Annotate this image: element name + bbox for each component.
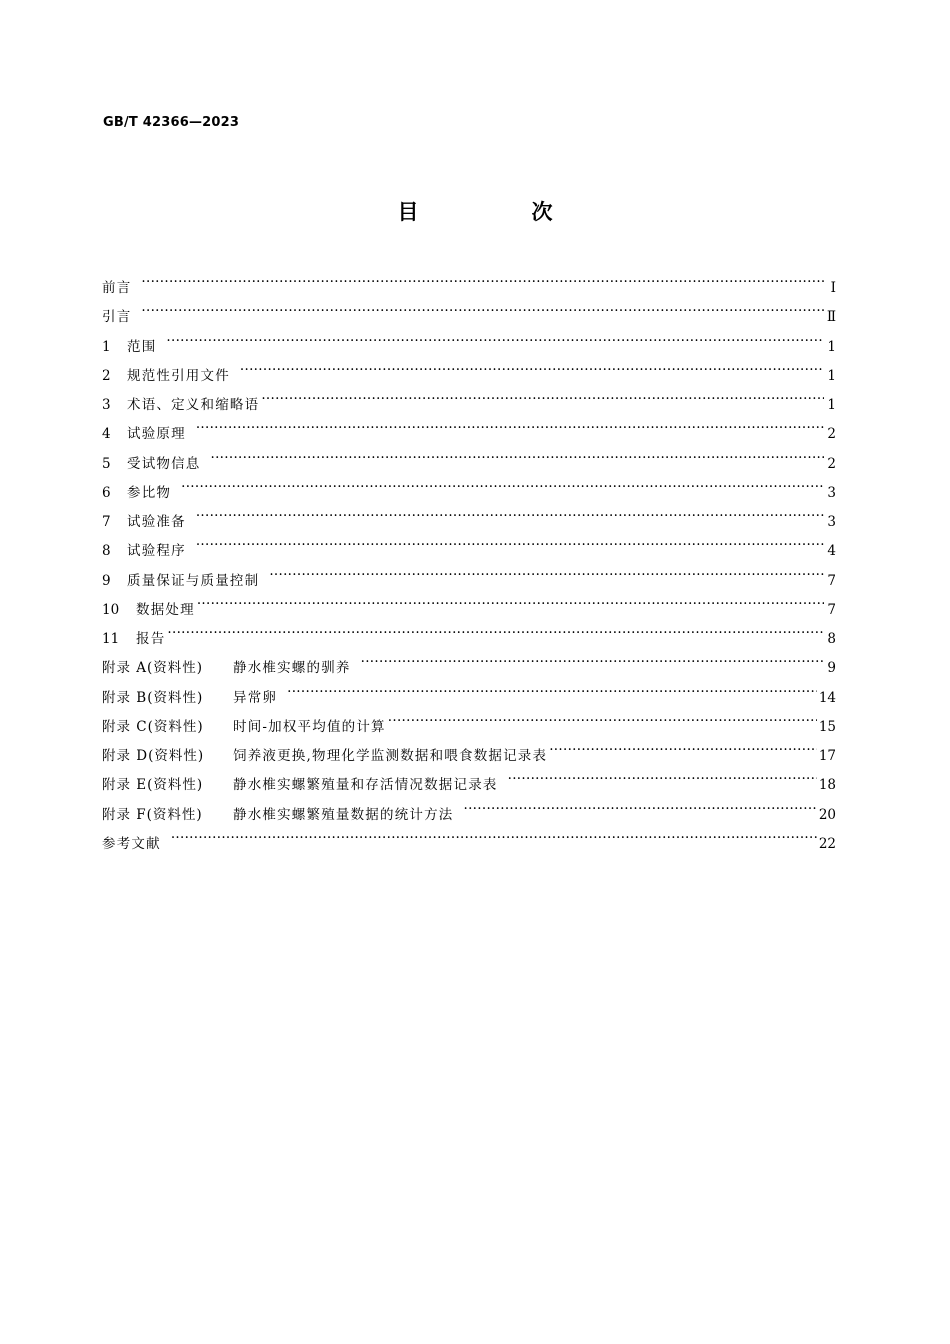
toc-entry-page: 2 [827,455,836,472]
toc-entry-label: 质量保证与质量控制 [127,572,260,589]
toc-entry-label: 参考文献 [102,835,161,852]
toc-entry-bibliography[interactable] [102,828,836,857]
toc-entry-number: 3 [102,397,111,413]
toc-entry-section-4[interactable] [102,418,836,447]
dot-leader [196,506,824,526]
toc-entry-label: 受试物信息 [127,455,201,472]
dot-leader [166,331,824,351]
dot-leader [141,301,824,321]
toc-entry-number: 4 [102,426,111,443]
toc-entry-section-3[interactable] [102,389,836,418]
dot-leader [464,799,817,819]
toc-entry-label: 试验原理 [127,426,186,443]
toc-entry-label: 试验程序 [127,543,186,560]
toc-entry-annex-e[interactable] [102,769,836,798]
toc-entry-label: 引言 [102,309,132,326]
toc-entry-section-10[interactable] [102,594,836,623]
page-title: 目 次 [397,200,599,224]
toc-entry-page: 22 [818,835,836,852]
toc-entry-page: Ⅱ [826,309,836,326]
toc-entry-number: 5 [102,455,111,472]
toc-entry-page: Ⅰ [830,280,836,296]
dot-leader [196,535,824,555]
toc-entry-page: 7 [827,572,836,589]
toc-entry-label: 静水椎实螺的驯养 [233,660,351,677]
toc-entry-label: 术语、定义和缩略语 [127,397,260,413]
document-code: GB/T 42366—2023 [103,115,240,130]
toc-entry-annex-tag: 附录 F(资料性) [102,806,203,823]
toc-entry-annex-a[interactable] [102,652,836,681]
toc-entry-annex-d[interactable] [102,740,836,769]
dot-leader [361,652,824,672]
toc-entry-annex-b[interactable] [102,682,836,711]
toc-entry-label: 报告 [136,631,166,647]
toc-entry-annex-tag: 附录 C(资料性) [102,718,204,735]
toc-entry-number: 1 [102,338,111,355]
toc-entry-page: 18 [818,777,836,794]
dot-leader [508,769,817,789]
toc-entry-page: 1 [827,367,836,384]
toc-entry-label: 前言 [102,280,132,296]
toc-entry-section-11[interactable] [102,623,836,652]
toc-entry-number: 7 [102,514,111,530]
toc-entry-label: 静水椎实螺繁殖量和存活情况数据记录表 [233,777,498,794]
dot-leader [240,360,824,380]
toc-entry-label: 参比物 [127,484,172,501]
toc-entry-number: 2 [102,367,111,384]
toc-entry-number: 9 [102,572,111,589]
toc-entry-section-1[interactable] [102,331,836,360]
toc-entry-page: 4 [827,543,836,560]
toc-entry-page: 7 [827,601,836,618]
dot-leader [261,389,824,409]
toc-entry-page: 8 [827,631,836,647]
dot-leader [211,448,825,468]
dot-leader [269,565,824,585]
toc-entry-page: 9 [827,660,836,677]
toc-entry-foreword[interactable] [102,272,836,301]
dot-leader [167,623,824,643]
table-of-contents [102,272,836,857]
toc-entry-number: 6 [102,484,111,501]
toc-entry-label: 时间-加权平均值的计算 [233,718,386,735]
toc-entry-section-2[interactable] [102,360,836,389]
toc-entry-annex-tag: 附录 D(资料性) [102,748,205,764]
toc-entry-label: 饲养液更换,物理化学监测数据和喂食数据记录表 [233,748,548,764]
toc-entry-introduction[interactable] [102,301,836,330]
toc-entry-annex-tag: 附录 A(资料性) [102,660,204,677]
toc-entry-number: 11 [102,631,120,647]
toc-entry-label: 异常卵 [233,689,278,706]
toc-entry-annex-tag: 附录 E(资料性) [102,777,204,794]
dot-leader [196,418,824,438]
dot-leader [181,477,824,497]
toc-entry-page: 14 [818,689,836,706]
dot-leader [287,682,817,702]
dot-leader [171,828,817,848]
toc-entry-section-6[interactable] [102,477,836,506]
dot-leader [549,740,817,760]
toc-entry-annex-c[interactable] [102,711,836,740]
toc-entry-label: 数据处理 [136,601,195,618]
toc-entry-section-7[interactable] [102,506,836,535]
toc-entry-label: 规范性引用文件 [127,367,230,384]
toc-entry-number: 10 [102,601,120,618]
dot-leader [197,594,824,614]
toc-entry-page: 3 [827,514,836,530]
toc-entry-page: 1 [827,397,836,413]
toc-entry-annex-tag: 附录 B(资料性) [102,689,204,706]
toc-entry-label: 试验准备 [127,514,186,530]
toc-entry-number: 8 [102,543,111,560]
toc-entry-label: 静水椎实螺繁殖量数据的统计方法 [233,806,454,823]
toc-entry-page: 20 [818,806,836,823]
toc-entry-page: 17 [818,748,836,764]
toc-entry-page: 15 [818,718,836,735]
toc-entry-page: 2 [827,426,836,443]
dot-leader [388,711,817,731]
toc-entry-section-9[interactable] [102,565,836,594]
toc-entry-page: 3 [827,484,836,501]
toc-entry-label: 范围 [127,338,157,355]
toc-entry-page: 1 [827,338,836,355]
toc-entry-annex-f[interactable] [102,799,836,828]
dot-leader [141,272,824,292]
toc-entry-section-5[interactable] [102,448,836,477]
toc-entry-section-8[interactable] [102,535,836,564]
